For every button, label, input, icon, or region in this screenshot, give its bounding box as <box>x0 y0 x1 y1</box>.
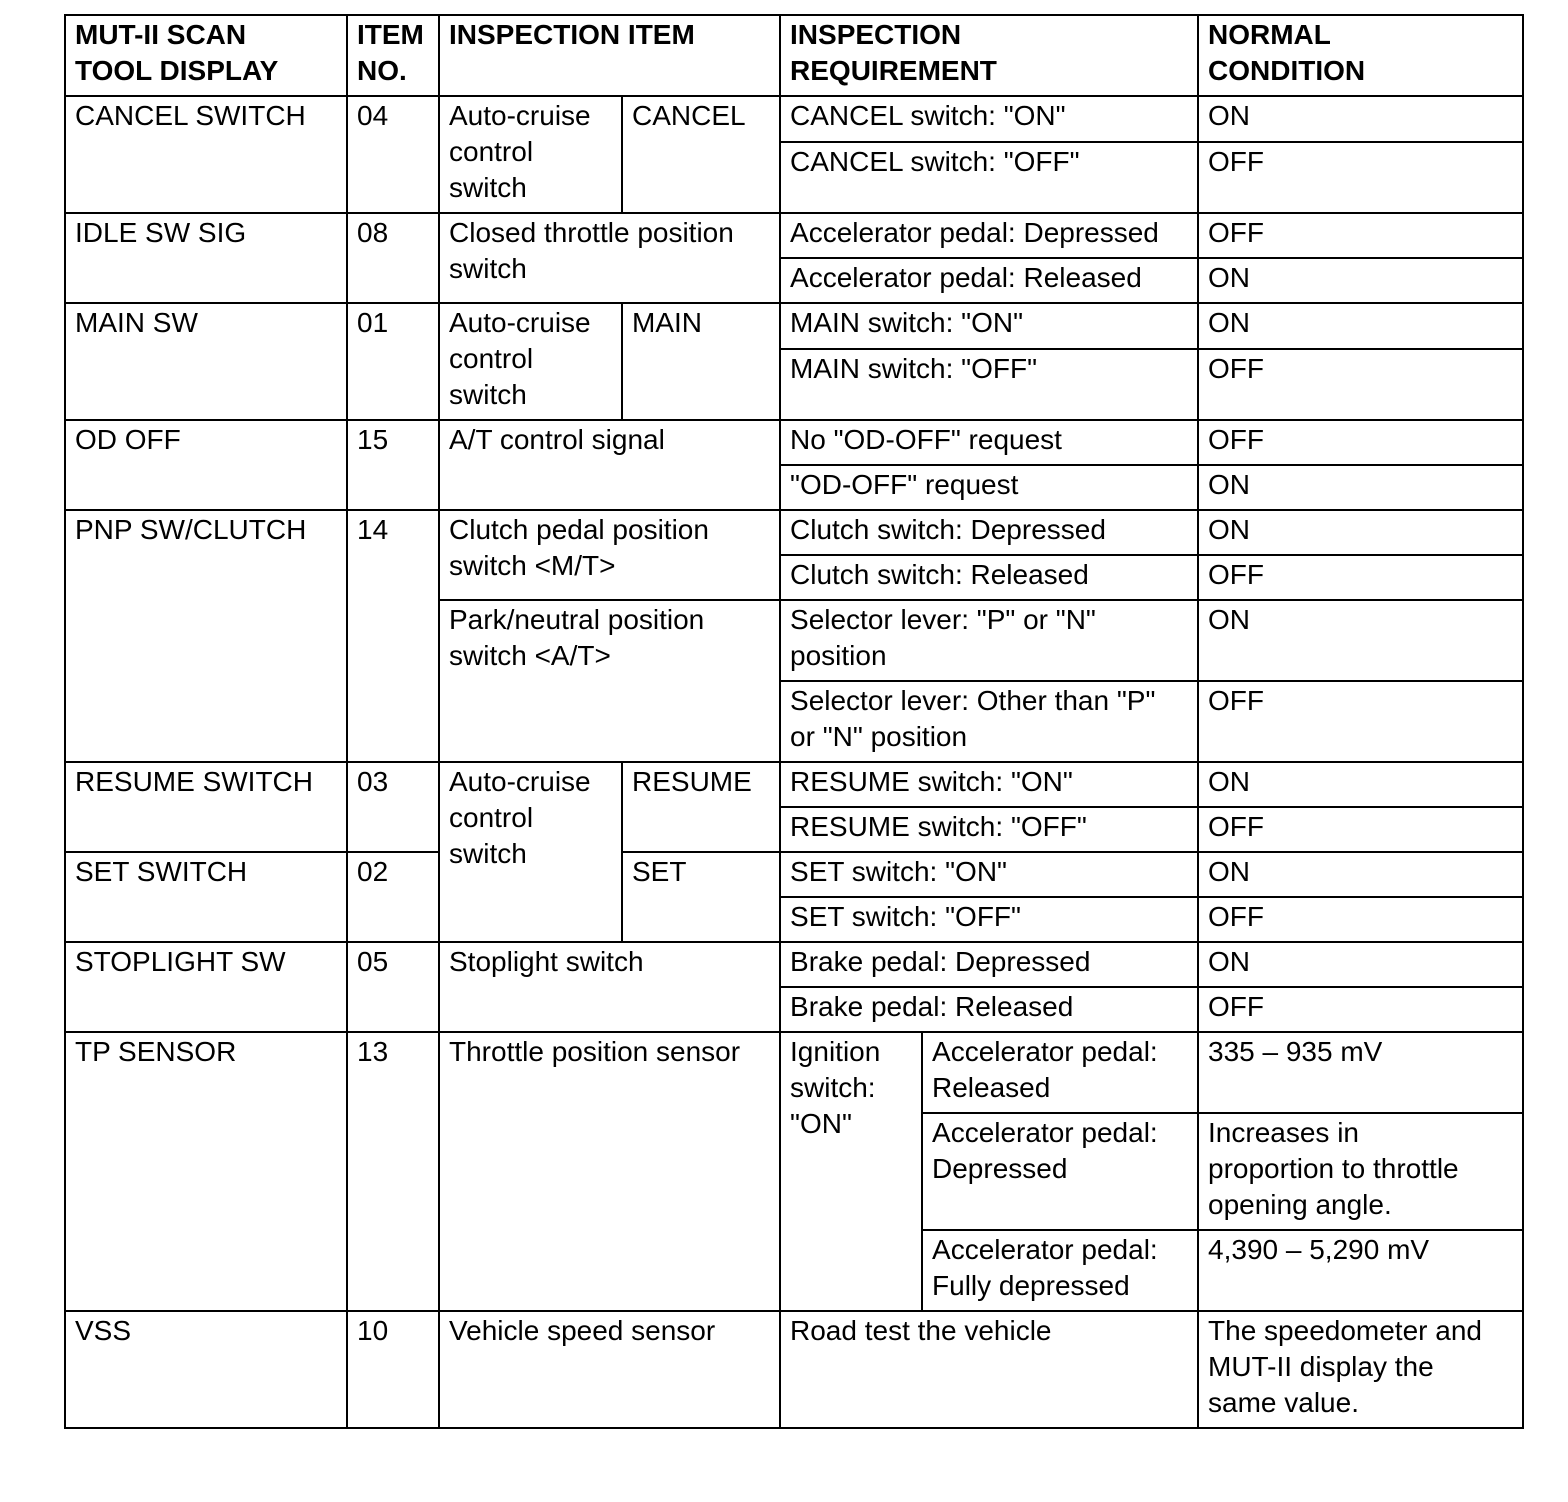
item-no-cell: 02 <box>347 852 439 942</box>
item-no-cell: 04 <box>347 96 439 213</box>
switch-sub-cell: MAIN <box>622 303 780 420</box>
switch-sub-cell: RESUME <box>622 762 780 852</box>
normal-cell: OFF <box>1198 897 1523 942</box>
inspection-table <box>64 14 1524 1429</box>
requirement-cell: Brake pedal: Depressed <box>780 942 1198 987</box>
normal-cell: ON <box>1198 96 1523 142</box>
requirement-cell: Selector lever: "P" or "N" position <box>780 600 1198 681</box>
table-row <box>65 762 1523 807</box>
table-row <box>65 213 1523 258</box>
display-cell: OD OFF <box>65 420 347 510</box>
requirement-cell: CANCEL switch: "ON" <box>780 96 1198 142</box>
inspection-item-cell: Vehicle speed sensor <box>439 1311 780 1428</box>
requirement-cell: MAIN switch: "OFF" <box>780 349 1198 420</box>
table-row <box>65 303 1523 349</box>
inspection-item-cell: Park/neutral position switch <A/T> <box>439 600 780 762</box>
table-row <box>65 1032 1523 1113</box>
requirement-cell: Accelerator pedal: Released <box>780 258 1198 303</box>
table-row <box>65 1311 1523 1428</box>
normal-cell: ON <box>1198 600 1523 681</box>
normal-cell: OFF <box>1198 420 1523 465</box>
table-row <box>65 852 1523 897</box>
inspection-item-cell: A/T control signal <box>439 420 780 510</box>
inspection-item-cell: Closed throttle position switch <box>439 213 780 303</box>
requirement-cell: SET switch: "OFF" <box>780 897 1198 942</box>
normal-cell: ON <box>1198 258 1523 303</box>
display-cell: MAIN SW <box>65 303 347 420</box>
requirement-cell: Clutch switch: Released <box>780 555 1198 600</box>
inspection-item-cell: Stoplight switch <box>439 942 780 1032</box>
requirement-cell: Accelerator pedal: Depressed <box>780 213 1198 258</box>
normal-cell: 335 – 935 mV <box>1198 1032 1523 1113</box>
requirement-cell: RESUME switch: "OFF" <box>780 807 1198 852</box>
inspection-item-cell: Auto-cruise control switch <box>439 303 622 420</box>
normal-cell: OFF <box>1198 807 1523 852</box>
col-header-normal-condition: NORMAL CONDITION <box>1198 15 1523 96</box>
display-cell: PNP SW/CLUTCH <box>65 510 347 762</box>
item-no-cell: 08 <box>347 213 439 303</box>
inspection-item-cell: Auto-cruise control switch <box>439 762 622 942</box>
requirement-cell: RESUME switch: "ON" <box>780 762 1198 807</box>
normal-cell: OFF <box>1198 213 1523 258</box>
table-row <box>65 96 1523 142</box>
normal-cell: ON <box>1198 762 1523 807</box>
header-row <box>65 15 1523 96</box>
normal-cell: Increases in proportion to throttle opening angle. <box>1198 1113 1523 1230</box>
display-cell: RESUME SWITCH <box>65 762 347 852</box>
switch-sub-cell: SET <box>622 852 780 942</box>
inspection-item-cell: Throttle position sensor <box>439 1032 780 1311</box>
display-cell: TP SENSOR <box>65 1032 347 1311</box>
normal-cell: ON <box>1198 942 1523 987</box>
normal-cell: OFF <box>1198 555 1523 600</box>
requirement-cell: Selector lever: Other than "P" or "N" position <box>780 681 1198 762</box>
normal-cell: The speedometer and MUT-II display the same value. <box>1198 1311 1523 1428</box>
inspection-item-cell: Auto-cruise control switch <box>439 96 622 213</box>
col-header-display: MUT-II SCAN TOOL DISPLAY <box>65 15 347 96</box>
requirement-cell: Accelerator pedal: Fully depressed <box>922 1230 1198 1311</box>
requirement-cell: Accelerator pedal: Depressed <box>922 1113 1198 1230</box>
normal-cell: ON <box>1198 303 1523 349</box>
requirement-cell: SET switch: "ON" <box>780 852 1198 897</box>
col-header-inspection-item: INSPECTION ITEM <box>439 15 780 96</box>
display-cell: STOPLIGHT SW <box>65 942 347 1032</box>
normal-cell: ON <box>1198 852 1523 897</box>
display-cell: IDLE SW SIG <box>65 213 347 303</box>
table-row <box>65 942 1523 987</box>
item-no-cell: 01 <box>347 303 439 420</box>
item-no-cell: 05 <box>347 942 439 1032</box>
display-cell: CANCEL SWITCH <box>65 96 347 213</box>
requirement-cell: Road test the vehicle <box>780 1311 1198 1428</box>
requirement-cell: MAIN switch: "ON" <box>780 303 1198 349</box>
requirement-cell: No "OD-OFF" request <box>780 420 1198 465</box>
requirement-cell: Clutch switch: Depressed <box>780 510 1198 555</box>
item-no-cell: 13 <box>347 1032 439 1311</box>
display-cell: SET SWITCH <box>65 852 347 942</box>
condition-cell: Ignition switch: "ON" <box>780 1032 922 1311</box>
display-cell: VSS <box>65 1311 347 1428</box>
normal-cell: ON <box>1198 465 1523 510</box>
col-header-requirement: INSPECTION REQUIREMENT <box>780 15 1198 96</box>
inspection-item-cell: Clutch pedal position switch <M/T> <box>439 510 780 600</box>
normal-cell: OFF <box>1198 681 1523 762</box>
normal-cell: OFF <box>1198 987 1523 1032</box>
item-no-cell: 03 <box>347 762 439 852</box>
normal-cell: OFF <box>1198 142 1523 213</box>
requirement-cell: Brake pedal: Released <box>780 987 1198 1032</box>
item-no-cell: 10 <box>347 1311 439 1428</box>
col-header-item-no: ITEM NO. <box>347 15 439 96</box>
requirement-cell: "OD-OFF" request <box>780 465 1198 510</box>
normal-cell: 4,390 – 5,290 mV <box>1198 1230 1523 1311</box>
table-row <box>65 420 1523 465</box>
requirement-cell: Accelerator pedal: Released <box>922 1032 1198 1113</box>
switch-sub-cell: CANCEL <box>622 96 780 213</box>
normal-cell: OFF <box>1198 349 1523 420</box>
item-no-cell: 14 <box>347 510 439 762</box>
normal-cell: ON <box>1198 510 1523 555</box>
requirement-cell: CANCEL switch: "OFF" <box>780 142 1198 213</box>
item-no-cell: 15 <box>347 420 439 510</box>
table-row <box>65 510 1523 555</box>
